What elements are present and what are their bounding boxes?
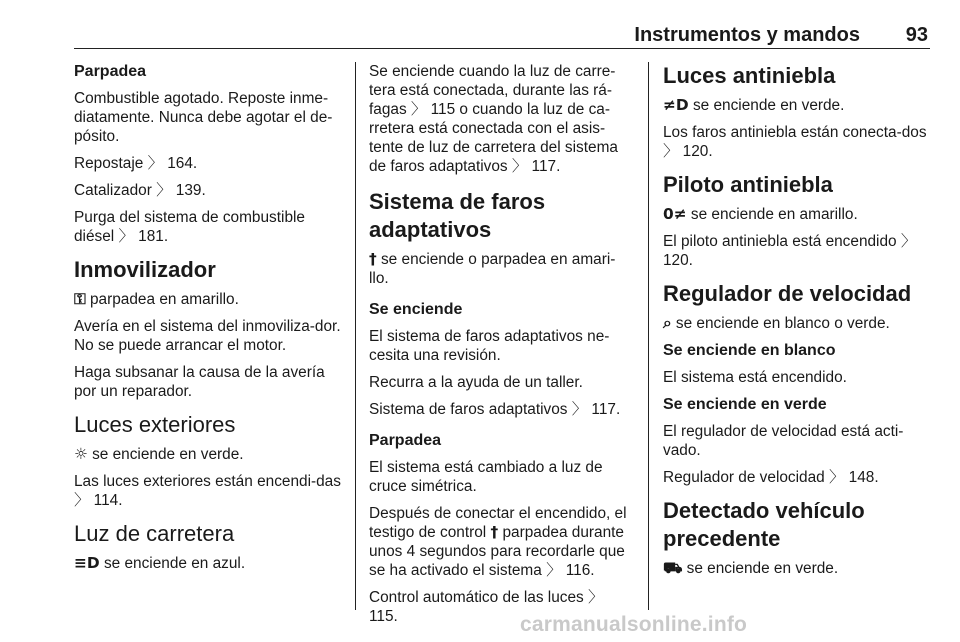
section-title: Sistema de faros adaptativos (369, 189, 546, 242)
paragraph: Repostaje 〉 164. (74, 155, 198, 172)
paragraph: El sistema de faros adaptativos ne-cesita una revisión. (369, 328, 610, 364)
indicator-line (74, 445, 346, 464)
section-title: Inmovilizador (74, 257, 216, 282)
indicator-line (369, 250, 631, 288)
adaptive-headlights-icon: † (369, 250, 377, 268)
section-title: Regulador de velocidad (663, 281, 912, 306)
indicator-line (663, 205, 931, 224)
page-title: Instrumentos y mandos (634, 24, 860, 46)
paragraph: Combustible agotado. Reposte inme-diatamente. Nunca debe agotar el de-pósito. (74, 90, 333, 145)
paragraph: El sistema está encendido. (663, 369, 847, 386)
section-title: Luces antiniebla (663, 63, 836, 88)
adaptive-headlights-icon: † (490, 523, 499, 541)
watermark: carmanualsonline.info (520, 613, 748, 636)
fog-lights-icon: ≠D (663, 96, 689, 114)
paragraph: Recurra a la ayuda de un taller. (369, 374, 583, 391)
indicator-line (663, 96, 931, 115)
paragraph: Control automático de las luces 〉 115. (369, 589, 604, 625)
cruise-control-icon: ⌕ (663, 314, 672, 332)
paragraph: El piloto antiniebla está encendido 〉 120. (663, 233, 917, 269)
paragraph-text: Después de conectar el encendido, el testigo de control (369, 505, 627, 541)
indicator-text: se enciende en verde. (688, 97, 845, 114)
indicator-text: parpadea en amarillo. (85, 291, 239, 308)
high-beam-icon: ≡D (74, 554, 100, 572)
vehicle-ahead-icon: ⛟ (663, 559, 683, 577)
column-2 (369, 62, 631, 634)
paragraph: El regulador de velocidad está acti-vado. (663, 423, 904, 459)
column-3 (663, 62, 931, 586)
paragraph: El sistema está cambiado a luz de cruce simétrica. (369, 459, 603, 495)
column-divider (648, 62, 649, 610)
rear-fog-light-icon: 0≠ (663, 205, 687, 223)
paragraph: Avería en el sistema del inmoviliza-dor. No se puede arrancar el motor. (74, 318, 341, 354)
column-divider (355, 62, 356, 610)
page-number: 93 (905, 24, 928, 46)
paragraph-text: parpadea durante unos 4 segundos para recordarle que se ha activado el sistema 〉 116. (369, 524, 625, 579)
section-heading: Se enciende (369, 301, 463, 318)
indicator-text: se enciende en amarillo. (686, 206, 858, 223)
page-header (74, 22, 930, 49)
paragraph: Purga del sistema de combustible diésel 〉 181. (74, 209, 305, 245)
indicator-text: se enciende o parpadea en amari-llo. (369, 251, 616, 287)
paragraph: Haga subsanar la causa de la avería por un reparador. (74, 364, 325, 400)
section-heading: Se enciende en blanco (663, 342, 836, 359)
section-heading: Parpadea (369, 432, 442, 449)
indicator-text: se enciende en verde. (682, 560, 839, 577)
section-title: Luces exteriores (74, 412, 236, 437)
paragraph: Catalizador 〉 139. (74, 182, 206, 199)
section-title: Piloto antiniebla (663, 172, 833, 197)
immobilizer-icon: ⚿ (74, 290, 86, 308)
paragraph: Los faros antiniebla están conecta-dos 〉 120. (663, 124, 927, 160)
paragraph: Se enciende cuando la luz de carre-tera está conectada, durante las rá-fagas 〉 115 o cuando la luz de ca-rretera está conectada con el asis-tente de luz de carretera del sistema de faros adaptativos 〉 117. (369, 63, 618, 175)
section-heading: Parpadea (74, 63, 147, 80)
paragraph: Las luces exteriores están encendi-das 〉 114. (74, 473, 341, 509)
indicator-line (74, 554, 346, 573)
indicator-line (663, 314, 931, 333)
paragraph: Sistema de faros adaptativos 〉 117. (369, 401, 621, 418)
indicator-line (663, 559, 931, 578)
section-title: Luz de carretera (74, 521, 235, 546)
indicator-line (74, 290, 346, 309)
section-heading: Se enciende en verde (663, 396, 827, 413)
paragraph (369, 504, 631, 580)
indicator-text: se enciende en azul. (99, 555, 246, 572)
exterior-lights-icon: ☼ (74, 445, 88, 463)
column-1 (74, 62, 346, 581)
indicator-text: se enciende en verde. (87, 446, 244, 463)
paragraph: Regulador de velocidad 〉 148. (663, 469, 879, 486)
indicator-text: se enciende en blanco o verde. (671, 315, 890, 332)
section-title: Detectado vehículo precedente (663, 498, 865, 551)
